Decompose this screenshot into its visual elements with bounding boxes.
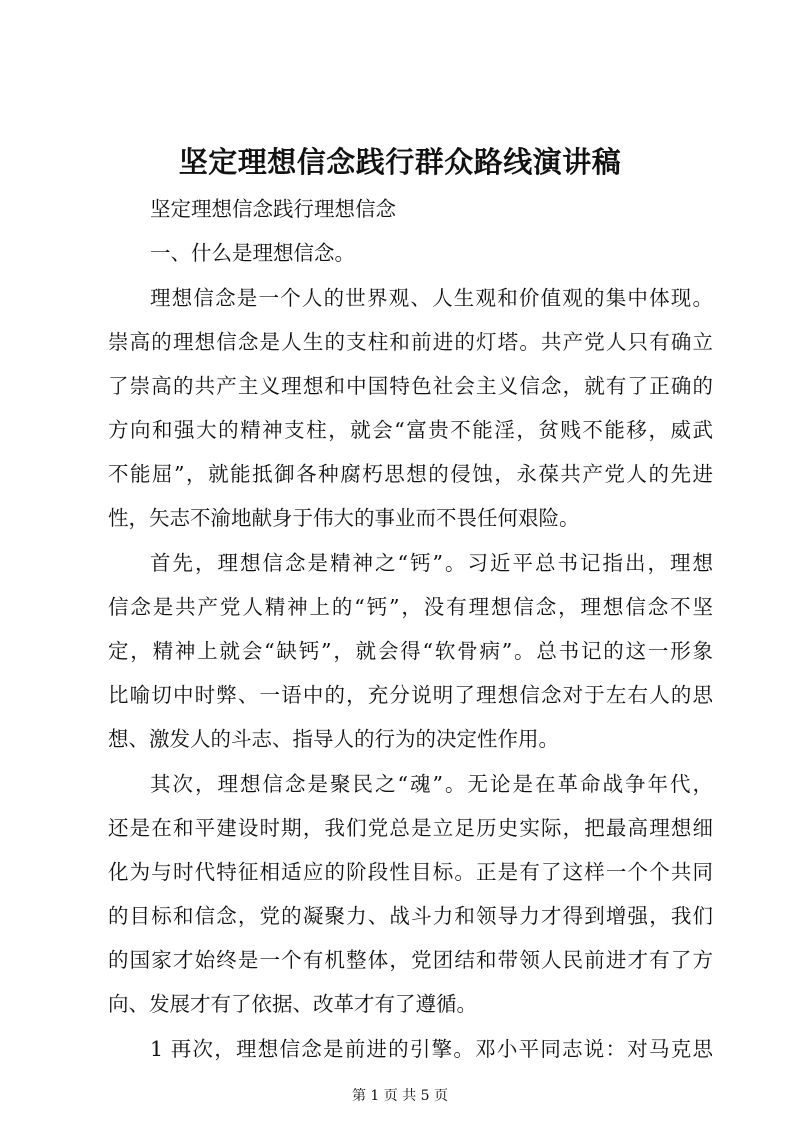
paragraph-line: 崇高的理想信念是人生的支柱和前进的灯塔。共产党人只有确立 (108, 330, 713, 354)
paragraph-line: 定，精神上就会“缺钙”，就会得“软骨病”。总书记的这一形象 (108, 639, 713, 663)
paragraph-line: 想、激发人的斗志、指导人的行为的决定性作用。 (108, 727, 559, 751)
paragraph-line: 向、发展才有了依据、改革才有了遵循。 (108, 992, 477, 1016)
paragraph-line: 的目标和信念，党的凝聚力、战斗力和领导力才得到增强，我们 (108, 904, 713, 928)
paragraph-line: 其次，理想信念是聚民之“魂”。无论是在革命战争年代， (150, 772, 713, 796)
paragraph-line: 方向和强大的精神支柱，就会“富贵不能淫，贫贱不能移，威武 (108, 418, 713, 442)
subtitle-line: 坚定理想信念践行理想信念 (150, 197, 396, 221)
paragraph-line: 首先，理想信念是精神之“钙”。习近平总书记指出，理想 (150, 551, 713, 575)
paragraph-line: 理想信念是一个人的世界观、人生观和价值观的集中体现。 (150, 286, 713, 310)
paragraph-line: 化为与时代特征相适应的阶段性目标。正是有了这样一个个共同 (108, 860, 713, 884)
paragraph-line: 信念是共产党人精神上的“钙”，没有理想信念，理想信念不坚 (108, 595, 713, 619)
document-title: 坚定理想信念践行群众路线演讲稿 (178, 145, 622, 179)
paragraph-line: 了崇高的共产主义理想和中国特色社会主义信念，就有了正确的 (108, 374, 713, 398)
paragraph-line: 不能屈”，就能抵御各种腐朽思想的侵蚀，永葆共产党人的先进 (108, 462, 713, 486)
paragraph-line: 的国家才始终是一个有机整体，党团结和带领人民前进才有了方 (108, 948, 713, 972)
paragraph-line: 性，矢志不渝地献身于伟大的事业而不畏任何艰险。 (108, 506, 580, 530)
paragraph-line: 还是在和平建设时期，我们党总是立足历史实际，把最高理想细 (108, 816, 713, 840)
section-heading: 一、什么是理想信念。 (150, 241, 355, 265)
page-number-footer: 第 1 页 共 5 页 (351, 1088, 449, 1104)
paragraph-line: 比喻切中时弊、一语中的，充分说明了理想信念对于左右人的思 (108, 683, 713, 707)
paragraph-line: 1 再次，理想信念是前进的引擎。邓小平同志说：对马克思 (150, 1037, 713, 1061)
